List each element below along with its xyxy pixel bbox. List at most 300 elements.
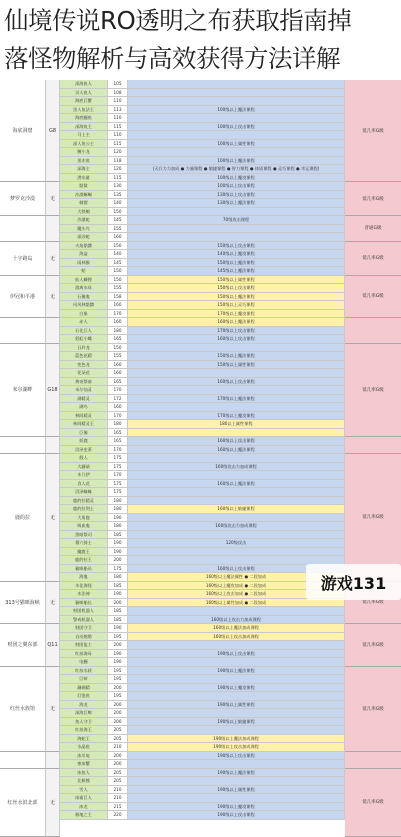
drop-note-cell: 160级以上攻击课程 xyxy=(128,378,345,387)
monster-name-cell: 魔头鸟 xyxy=(60,225,108,234)
monster-level-cell: 145 xyxy=(108,216,128,225)
monster-level-cell: 170 xyxy=(108,446,128,455)
table-row xyxy=(0,454,401,463)
drop-note-cell: 160级以上魔攻加成 ● 二段加成 xyxy=(128,582,345,591)
drop-rate-cell: 低几率G级 xyxy=(345,454,401,582)
drop-note-cell: 150级以上魔法课程 xyxy=(128,352,345,361)
drop-note-cell: 190级以上敏捷课程 xyxy=(128,718,345,727)
drop-note-cell xyxy=(128,114,345,123)
monster-level-cell: 200 xyxy=(108,709,128,718)
table-row xyxy=(0,786,401,795)
table-row xyxy=(0,539,401,548)
monster-level-cell: 205 xyxy=(108,726,128,735)
table-row xyxy=(0,284,401,293)
map-name-cell xyxy=(0,752,46,769)
monster-level-cell: 195 xyxy=(108,692,128,701)
monster-name-cell: 沼泽蛛蛛 xyxy=(60,488,108,497)
table-row xyxy=(0,522,401,531)
monster-name-cell: 大蘑菇 xyxy=(60,463,108,472)
monster-level-cell: 220 xyxy=(108,811,128,820)
drop-note-cell: 170级以上魔攻课程 xyxy=(128,412,345,421)
drop-rate-cell: 低几率G级 xyxy=(345,582,401,625)
drop-note-cell xyxy=(128,97,345,106)
drop-rate-cell: 低几率G级 xyxy=(345,242,401,276)
map-flag-cell: 无 xyxy=(46,276,60,319)
monster-level-cell: 155 xyxy=(108,284,128,293)
monster-name-cell: 木化海怪 xyxy=(60,582,108,591)
map-name-cell: 梦罗克沙漠 xyxy=(0,182,46,216)
drop-note-cell xyxy=(128,658,345,667)
drop-note-cell xyxy=(128,89,345,98)
drop-note-cell xyxy=(128,454,345,463)
drop-note-cell xyxy=(128,225,345,234)
monster-level-cell: 160 xyxy=(108,361,128,370)
drop-note-cell: 150级以上属性课程 xyxy=(128,361,345,370)
monster-name-cell: 珊瑚精 xyxy=(60,684,108,693)
table-row xyxy=(0,165,401,174)
monster-level-cell: 110 xyxy=(108,131,128,140)
drop-note-cell: 130级以上魔法课程 xyxy=(128,199,345,208)
map-flag-cell: 无 xyxy=(46,182,60,216)
monster-name-cell: 吸血鬼 xyxy=(60,522,108,531)
table-row xyxy=(0,395,401,404)
monster-level-cell: 180 xyxy=(108,420,128,429)
monster-level-cell: 150 xyxy=(108,208,128,217)
monster-level-cell: 150 xyxy=(108,276,128,285)
table-row xyxy=(0,760,401,769)
drop-note-cell xyxy=(128,386,345,395)
monster-level-cell: 200 xyxy=(108,599,128,608)
table-row xyxy=(0,208,401,217)
map-name-cell: 红丝水滨北部 xyxy=(0,769,46,837)
drop-note-cell xyxy=(128,471,345,480)
map-name-cell: 313号猫咪海峡 xyxy=(0,582,46,625)
map-flag-cell xyxy=(46,318,60,344)
table-row xyxy=(0,140,401,149)
drop-rate-cell: 低几率G级 xyxy=(345,80,401,182)
monster-name-cell: 灯笼鱼 xyxy=(60,692,108,701)
monster-level-cell: 113 xyxy=(108,106,128,115)
monster-name-cell: 深海鱼人 xyxy=(60,80,108,89)
drop-rate-cell xyxy=(345,752,401,769)
table-row xyxy=(0,225,401,234)
monster-name-cell: 沼泽史莱 xyxy=(60,446,108,455)
monster-level-cell: 108 xyxy=(108,89,128,98)
drop-note-cell xyxy=(128,208,345,217)
drop-note-cell: 100级以上魔法课程 xyxy=(128,106,345,115)
monster-name-cell: 自动炮塔 xyxy=(60,633,108,642)
drop-note-cell: 190级以上魔攻课程 xyxy=(128,684,345,693)
table-row xyxy=(0,123,401,132)
drop-note-cell: 160级以上魔法课程 xyxy=(128,446,345,455)
monster-name-cell: 水晶鱼 xyxy=(60,743,108,752)
table-row xyxy=(0,505,401,514)
drop-note-cell xyxy=(128,675,345,684)
table-row xyxy=(0,114,401,123)
map-name-cell xyxy=(0,216,46,242)
monster-name-cell: 食人花 xyxy=(60,480,108,489)
monster-level-cell: 158 xyxy=(108,293,128,302)
monster-level-cell: 205 xyxy=(108,735,128,744)
monster-name-cell: 财团机器人 xyxy=(60,607,108,616)
drop-rate-cell: 普通G级 xyxy=(345,216,401,242)
monster-name-cell: 海盗 xyxy=(60,250,108,259)
monster-level-cell: 200 xyxy=(108,760,128,769)
drop-note-cell: 120级攻击 xyxy=(128,539,345,548)
drop-rate-cell: 低几率G级 xyxy=(345,769,401,837)
map-name-cell: 红丝水族馆 xyxy=(0,667,46,752)
monster-level-cell: 118 xyxy=(108,157,128,166)
monster-name-cell: 仙人鳞狸 xyxy=(60,276,108,285)
table-row xyxy=(0,361,401,370)
drop-note-cell xyxy=(128,514,345,523)
table-row xyxy=(0,352,401,361)
table-row xyxy=(0,607,401,616)
monster-name-cell: 赤人 xyxy=(60,318,108,327)
drop-note-cell: 160级以上攻击课程 xyxy=(128,437,345,446)
monster-level-cell: 180 xyxy=(108,505,128,514)
monster-name-cell: 马上主 xyxy=(60,131,108,140)
monster-name-cell: 墓穴骑士 xyxy=(60,539,108,548)
monster-level-cell: 190 xyxy=(108,624,128,633)
table-row xyxy=(0,318,401,327)
map-name-cell: 财团之翼东部 xyxy=(0,624,46,667)
drop-note-cell: 180以上属性课程 xyxy=(128,420,345,429)
monster-name-cell: 风风林骷髅 xyxy=(60,301,108,310)
drop-note-cell xyxy=(128,369,345,378)
map-name-cell xyxy=(0,437,46,454)
monster-name-cell: 沙漠蛇 xyxy=(60,216,108,225)
monster-level-cell: 160 xyxy=(108,233,128,242)
monster-name-cell: 寒冰蟹 xyxy=(60,760,108,769)
monster-level-cell: 115 xyxy=(108,140,128,149)
monster-level-cell: 150 xyxy=(108,242,128,251)
monster-level-cell: 140 xyxy=(108,199,128,208)
table-row xyxy=(0,429,401,438)
article-title xyxy=(4,2,397,78)
table-row xyxy=(0,344,401,353)
monster-level-cell: 200 xyxy=(108,684,128,693)
drop-note-cell xyxy=(128,233,345,242)
table-row xyxy=(0,403,401,412)
table-row xyxy=(0,327,401,336)
table-row xyxy=(0,735,401,744)
monster-drop-table xyxy=(0,80,401,817)
map-name-cell: 米尔湖畔 xyxy=(0,344,46,438)
monster-level-cell: 200 xyxy=(108,641,128,650)
drop-note-cell xyxy=(128,607,345,616)
table-row xyxy=(0,157,401,166)
map-flag-cell: 无 xyxy=(46,667,60,752)
monster-level-cell: 200 xyxy=(108,556,128,565)
table-row xyxy=(0,182,401,191)
drop-rate-cell: 低几率G级 xyxy=(345,182,401,216)
map-flag-cell: Q11 xyxy=(46,624,60,667)
monster-level-cell: 170 xyxy=(108,412,128,421)
monster-name-cell: 骷狱 xyxy=(60,182,108,191)
monster-name-cell: 海鬼 xyxy=(60,573,108,582)
drop-note-cell: 160级以上攻击力加成课程 xyxy=(128,616,345,625)
monster-name-cell: 湖鸟 xyxy=(60,403,108,412)
monster-level-cell: 150 xyxy=(108,267,128,276)
map-flag-cell: 无 xyxy=(46,582,60,625)
table-row xyxy=(0,514,401,523)
drop-note-cell: 170级以上攻击课程 xyxy=(128,327,345,336)
table-row xyxy=(0,148,401,157)
monster-name-cell: 极地之王 xyxy=(60,811,108,820)
monster-level-cell: 210 xyxy=(108,786,128,795)
monster-name-cell: 红丝海王 xyxy=(60,726,108,735)
table-row xyxy=(0,276,401,285)
monster-level-cell: 165 xyxy=(108,429,128,438)
monster-level-cell: 185 xyxy=(108,607,128,616)
table-row xyxy=(0,641,401,650)
monster-level-cell: 190 xyxy=(108,658,128,667)
table-row xyxy=(0,301,401,310)
monster-level-cell: 205 xyxy=(108,777,128,786)
table-row xyxy=(0,701,401,710)
drop-note-cell xyxy=(128,760,345,769)
map-name-cell: 鹿的拉 xyxy=(0,454,46,582)
map-flag-cell xyxy=(46,752,60,769)
table-row xyxy=(0,794,401,803)
table-row xyxy=(0,692,401,701)
table-row xyxy=(0,174,401,183)
drop-note-cell: 150级以上属性课程 xyxy=(128,276,345,285)
monster-level-cell: 180 xyxy=(108,327,128,336)
monster-level-cell: 175 xyxy=(108,480,128,489)
drop-note-cell: 150级以上灵巧课程 xyxy=(128,301,345,310)
monster-name-cell: 冰龙 xyxy=(60,803,108,812)
drop-note-cell: 190级以上魔法课程 xyxy=(128,667,345,676)
map-flag-cell: 无 xyxy=(46,242,60,276)
monster-level-cell: 170 xyxy=(108,386,128,395)
monster-level-cell: 165 xyxy=(108,378,128,387)
table-row xyxy=(0,250,401,259)
drop-note-cell xyxy=(128,497,345,506)
map-flag-cell xyxy=(46,216,60,242)
drop-note-cell: 190级以上攻击加成课程 xyxy=(128,743,345,752)
drop-note-cell: 150级以上魔法课程 xyxy=(128,293,345,302)
drop-note-cell xyxy=(128,80,345,89)
table-row xyxy=(0,684,401,693)
monster-name-cell: 大铁蝎 xyxy=(60,208,108,217)
monster-name-cell: 石像鬼 xyxy=(60,293,108,302)
map-flag-cell: G8 xyxy=(46,80,60,182)
table-row xyxy=(0,497,401,506)
table-row xyxy=(0,386,401,395)
drop-note-cell xyxy=(128,488,345,497)
monster-name-cell: 深人鱼公主 xyxy=(60,140,108,149)
monster-level-cell: 195 xyxy=(108,633,128,642)
table-row xyxy=(0,709,401,718)
table-row xyxy=(0,420,401,429)
monster-level-cell: 170 xyxy=(108,471,128,480)
monster-name-cell: 雪人 xyxy=(60,786,108,795)
monster-name-cell: 深海主 xyxy=(60,165,108,174)
drop-note-cell: 100级以上攻击课程 xyxy=(128,123,345,132)
drop-note-cell: 140级以上魔攻课程 xyxy=(128,250,345,259)
monster-name-cell: 北极熊 xyxy=(60,777,108,786)
monster-level-cell: 200 xyxy=(108,718,128,727)
map-flag-cell xyxy=(46,437,60,454)
drop-note-cell: 170级以上魔攻课程 xyxy=(128,310,345,319)
drop-note-cell xyxy=(128,531,345,540)
drop-note-cell: 160级攻击力加成课程 xyxy=(128,463,345,472)
monster-name-cell: 游离水母 xyxy=(60,284,108,293)
table-row xyxy=(0,471,401,480)
monster-name-cell: 大角鹿 xyxy=(60,514,108,523)
drop-note-cell xyxy=(128,709,345,718)
monster-name-cell: 鱼人守卫 xyxy=(60,718,108,727)
monster-level-cell: 150 xyxy=(108,344,128,353)
monster-name-cell: 海底巨蟹 xyxy=(60,97,108,106)
monster-level-cell: 200 xyxy=(108,701,128,710)
drop-note-cell xyxy=(128,344,345,353)
table-row xyxy=(0,616,401,625)
monster-name-cell: 蓝色花精 xyxy=(60,352,108,361)
table-row xyxy=(0,488,401,497)
monster-level-cell: 205 xyxy=(108,769,128,778)
monster-name-cell: 猫咪船长 xyxy=(60,599,108,608)
monster-name-cell: 鹿的拉剑士 xyxy=(60,505,108,514)
table-row xyxy=(0,293,401,302)
drop-note-cell: 190级以上魔攻课程 xyxy=(128,803,345,812)
monster-level-cell: 185 xyxy=(108,582,128,591)
monster-name-cell: 妖鹿 xyxy=(60,437,108,446)
drop-note-cell: 70级攻击课程 xyxy=(128,216,345,225)
monster-level-cell: 165 xyxy=(108,335,128,344)
drop-note-cell: 160级以上攻击加成课程 xyxy=(128,633,345,642)
monster-level-cell: 190 xyxy=(108,539,128,548)
monster-level-cell: 155 xyxy=(108,225,128,234)
table-row xyxy=(0,233,401,242)
monster-name-cell: 财团守卫 xyxy=(60,624,108,633)
monster-name-cell: 海龙 xyxy=(60,701,108,710)
monster-level-cell: 190 xyxy=(108,548,128,557)
monster-level-cell: 105 xyxy=(108,80,128,89)
drop-note-cell: 130级以上攻击课程 xyxy=(128,191,345,200)
table-row xyxy=(0,480,401,489)
drop-note-cell xyxy=(128,777,345,786)
monster-name-cell: 火焰骷髅 xyxy=(60,242,108,251)
monster-name-cell: 深海鱼王 xyxy=(60,123,108,132)
drop-note-cell: 160级攻击力加成课程 xyxy=(128,522,345,531)
monster-level-cell: 195 xyxy=(108,675,128,684)
monster-name-cell: 深沙蛇 xyxy=(60,233,108,242)
table-row xyxy=(0,667,401,676)
drop-note-cell xyxy=(128,641,345,650)
monster-name-cell: 黑暗祭司 xyxy=(60,531,108,540)
table-row xyxy=(0,803,401,812)
drop-rate-cell: 低几率G级 xyxy=(345,344,401,438)
table-row xyxy=(0,369,401,378)
drop-note-cell: 150级以上攻击课程 xyxy=(128,284,345,293)
monster-level-cell: 190 xyxy=(108,514,128,523)
drop-note-cell: 160级以上魔法加成课程 xyxy=(128,624,345,633)
monster-name-cell: 黄帝祭雀 xyxy=(60,378,108,387)
table-row xyxy=(0,335,401,344)
monster-name-cell: 腰小龙 xyxy=(60,148,108,157)
monster-name-cell: 冰川龟 xyxy=(60,752,108,761)
monster-level-cell: 160 xyxy=(108,403,128,412)
monster-level-cell: 140 xyxy=(108,250,128,259)
title-line-2: 落怪物解析与高效获得方法详解 xyxy=(4,44,340,73)
monster-name-cell: 变色龙 xyxy=(60,361,108,370)
monster-name-cell: 巨像 xyxy=(60,429,108,438)
monster-level-cell: 170 xyxy=(108,310,128,319)
table-row xyxy=(0,242,401,251)
table-row xyxy=(0,633,401,642)
monster-level-cell: 175 xyxy=(108,565,128,574)
drop-note-cell: 100级以上属性课程 xyxy=(128,140,345,149)
monster-name-cell: 魔鹿王 xyxy=(60,548,108,557)
drop-note-cell xyxy=(128,403,345,412)
monster-level-cell: 180 xyxy=(108,497,128,506)
monster-level-cell: 110 xyxy=(108,114,128,123)
monster-level-cell: 145 xyxy=(108,259,128,268)
monster-name-cell: 白象 xyxy=(60,310,108,319)
monster-level-cell: 165 xyxy=(108,437,128,446)
drop-rate-cell xyxy=(345,437,401,454)
map-name-cell: 伊冠和平港 xyxy=(0,276,46,319)
drop-note-cell: 170级以上魔法课程 xyxy=(128,395,345,404)
table-row xyxy=(0,743,401,752)
monster-name-cell: 潜水鲨 xyxy=(60,174,108,183)
monster-name-cell: 黑人鱼法王 xyxy=(60,106,108,115)
monster-name-cell: 雨林猴 xyxy=(60,259,108,268)
monster-level-cell: 190 xyxy=(108,650,128,659)
drop-note-cell: 160级以上魔法课程 xyxy=(128,480,345,489)
map-flag-cell: 无 xyxy=(46,769,60,837)
drop-note-cell xyxy=(128,429,345,438)
monster-level-cell: 175 xyxy=(108,454,128,463)
table-row xyxy=(0,718,401,727)
drop-note-cell: 190级以上攻击课程 xyxy=(128,811,345,820)
monster-name-cell: 沙漠蜥蜴 xyxy=(60,191,108,200)
table-row xyxy=(0,437,401,446)
table-row xyxy=(0,199,401,208)
table-row xyxy=(0,726,401,735)
drop-rate-cell: 低几率G级 xyxy=(345,624,401,667)
monster-name-cell: 贝人鱼人 xyxy=(60,89,108,98)
monster-level-cell: 135 xyxy=(108,191,128,200)
map-flag-cell: G18 xyxy=(46,344,60,438)
drop-note-cell: 190级以上攻击课程 xyxy=(128,752,345,761)
monster-name-cell: 花朵花 xyxy=(60,369,108,378)
monster-name-cell: 红丝海母 xyxy=(60,650,108,659)
monster-name-cell: 鹿的拉精灵 xyxy=(60,497,108,506)
drop-note-cell: 160级以上属性加成 ● 二段加成 xyxy=(128,599,345,608)
drop-note-cell: 190级以上属性课程 xyxy=(128,701,345,710)
drop-rate-cell: 低几率G级 xyxy=(345,276,401,319)
monster-name-cell: 假人 xyxy=(60,454,108,463)
map-name-cell: 海底洞窟 xyxy=(0,80,46,182)
monster-name-cell: 警戒机器人 xyxy=(60,616,108,625)
monster-name-cell: 石化巨人 xyxy=(60,327,108,336)
monster-name-cell: 黑木鱼 xyxy=(60,157,108,166)
table-row xyxy=(0,658,401,667)
drop-note-cell xyxy=(128,794,345,803)
monster-level-cell: 215 xyxy=(108,803,128,812)
table-row xyxy=(0,531,401,540)
drop-note-cell: 145级以上魔法课程 xyxy=(128,267,345,276)
monster-level-cell: 110 xyxy=(108,97,128,106)
drop-note-cell: 190级以上魔法加成课程 xyxy=(128,735,345,744)
monster-name-cell: 电鳗 xyxy=(60,658,108,667)
monster-level-cell: 130 xyxy=(108,182,128,191)
drop-note-cell xyxy=(128,131,345,140)
